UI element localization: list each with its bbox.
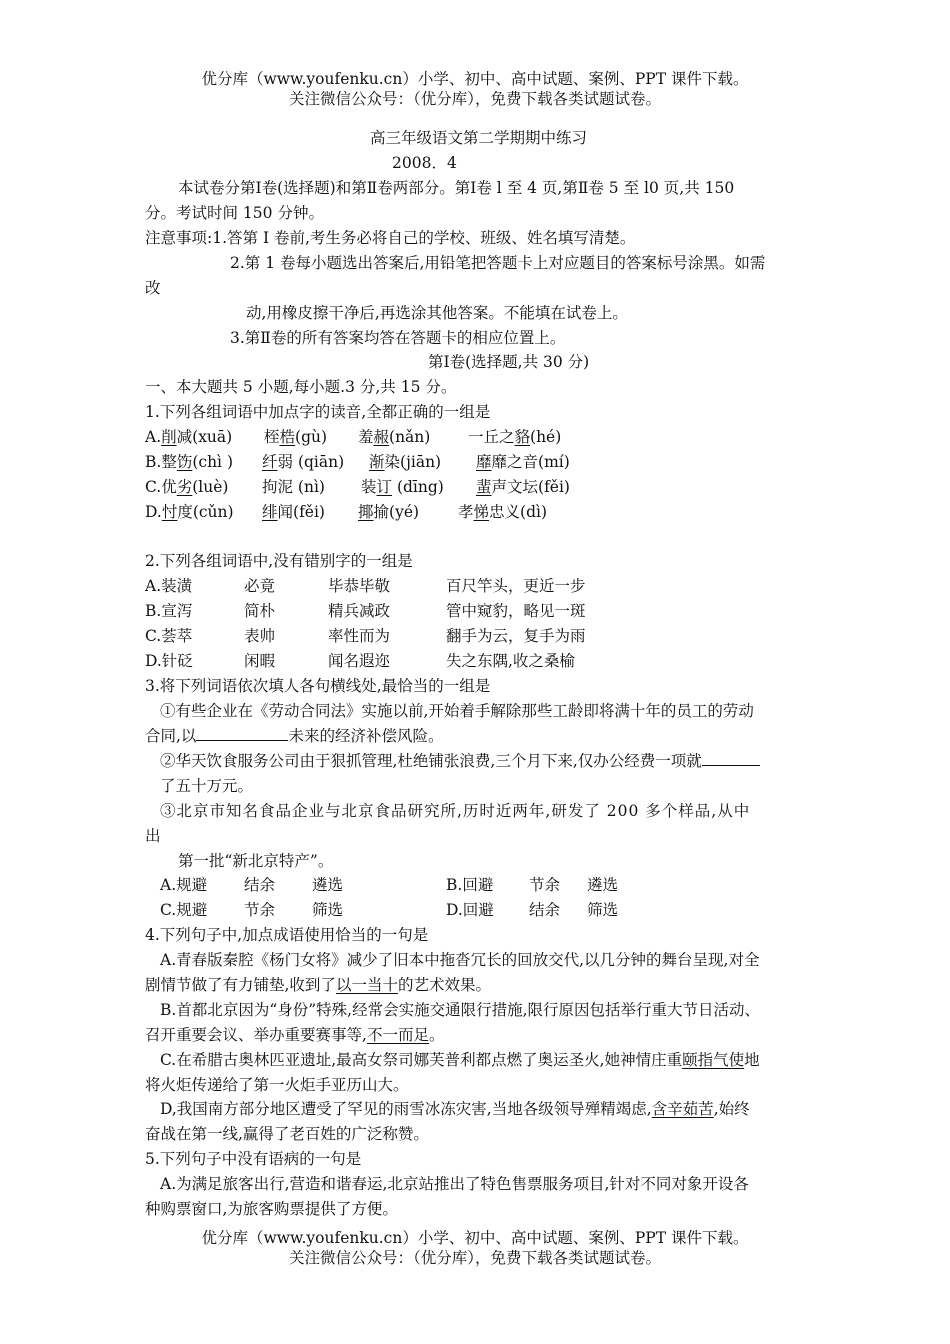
q4-c1-pre: C.在希腊古奥林匹亚遗址,最高女祭司娜芙普利都点燃了奥运圣火,她神情庄重 [160, 1051, 683, 1069]
q2-a-1: A.装潢 [145, 577, 193, 595]
q5-a-line-1: A.为满足旅客出行,营造和谐春运,北京站推出了特色售票服务项目,针对不同对象开设各 [160, 1175, 749, 1193]
exam-date: 2008．4 [392, 154, 457, 172]
q1-c-text-1: (luè) [192, 478, 229, 496]
q2-a-3: 毕恭毕敬 [328, 577, 391, 595]
q3-d-2: 结余 [529, 901, 561, 919]
q4-d-line-2: 奋战在第一线,赢得了老百姓的广泛称赞。 [145, 1125, 429, 1143]
q4-b2-post: 。 [428, 1026, 445, 1044]
q1-d-text-2: 闻(fěi) [277, 503, 325, 521]
q1-c-text-2: 拘泥 (nì) [262, 478, 325, 496]
q1-d-label: D. [145, 503, 162, 521]
note-1: 注意事项:1.答第 I 卷前,考生务必将自己的学校、班级、姓名填写清楚。 [145, 229, 636, 247]
q1-a-dotted-3: 赧 [373, 428, 390, 446]
note-2a: 2.第 1 卷每小题选出答案后,用铅笔把答题卡上对应题目的答案标号涂黑。如需 [230, 254, 766, 272]
q2-c-3: 率性而为 [328, 627, 391, 645]
intro-line-1: 本试卷分第Ⅰ卷(选择题)和第Ⅱ卷两部分。第Ⅰ卷 l 至 4 页,第Ⅱ卷 5 至 l0 页,共 150 [178, 179, 735, 197]
q2-b-1: B.宣泻 [145, 602, 193, 620]
q1-d-text-1: 度(cǔn) [177, 503, 234, 521]
note-3: 3.第Ⅱ卷的所有答案均答在答题卡的相应位置上。 [230, 329, 566, 347]
q1-a-dotted-2: 梏 [279, 428, 296, 446]
q3-a-3: 遴选 [312, 876, 344, 894]
q3-c-3: 筛选 [312, 901, 344, 919]
q1-d-text-5: 忠义(dì) [489, 503, 548, 521]
footer-line-2: 关注微信公众号：（优分库），免费下载各类试题试卷。 [288, 1249, 661, 1267]
q1-b-text-1: (chì ) [192, 453, 233, 471]
q1-d-dotted-1: 忖 [161, 503, 178, 521]
q1-a-text-5: (nǎn) [389, 428, 431, 446]
q4-d-idiom: 含辛茹苦 [651, 1100, 714, 1118]
footer-line-1: 优分库（www.youfenku.cn）小学、初中、高中试题、案例、PPT 课件下载。 [201, 1229, 749, 1247]
q2-b-4: 管中窥豹，略见一斑 [446, 602, 586, 620]
q3-c-2: 节余 [244, 901, 276, 919]
q4-b-idiom: 不一而足 [366, 1026, 429, 1044]
q1-c-dotted-2: 订 [376, 478, 393, 496]
q4-a2-pre: 剧情节做了有力铺垫,收到了 [145, 976, 336, 994]
q2-d-1: D.针砭 [145, 652, 193, 670]
q1-b-dotted-3: 渐 [369, 453, 385, 471]
intro-line-2: 分。考试时间 150 分钟。 [145, 204, 324, 222]
q1-c-label: C.优 [145, 478, 177, 496]
q4-d1-pre: D,我国南方部分地区遭受了罕见的雨雪冰冻灾害,当地各级领导殚精竭虑, [160, 1100, 652, 1118]
note-2c: 动,用橡皮擦干净后,再选涂其他答案。不能填在试卷上。 [246, 304, 628, 322]
q5-a-line-2: 种购票窗口,为旅客购票提供了方便。 [145, 1200, 398, 1218]
q4-c-line-1 [160, 1050, 760, 1070]
q1-c-text-5: 声文坛(fěi) [491, 478, 570, 496]
q3-sentence-1a: ①有些企业在《劳动合同法》实施以前,开始着手解除那些工龄即将满十年的员工的劳动 [160, 702, 754, 720]
part-1-heading: 一、本大题共 5 小题,每小题.3 分,共 15 分。 [145, 378, 457, 396]
q3-b-1: B.回避 [446, 876, 494, 894]
q3-s1b-pre: 合同,以 [145, 727, 197, 745]
q3-blank-1[interactable] [196, 726, 288, 741]
q3-d-1: D.回避 [446, 901, 494, 919]
q4-b-line-2 [145, 1025, 444, 1045]
q2-a-2: 必竟 [244, 577, 276, 595]
q3-b-2: 节余 [529, 876, 561, 894]
q1-a-text-3: (gù) [295, 428, 328, 446]
q1-b-dotted-1: 饬 [176, 453, 193, 471]
q2-stem: 2.下列各组词语中,没有错别字的一组是 [145, 552, 413, 570]
q4-a-line-2 [145, 975, 491, 995]
q1-a-text-4: 羞 [358, 428, 374, 446]
q2-d-2: 闲暇 [244, 652, 276, 670]
q1-b-text-3: 染(jiān) [384, 453, 442, 471]
header-line-2: 关注微信公众号：（优分库），免费下载各类试题试卷。 [288, 90, 661, 108]
q4-c1-post: 地 [744, 1051, 760, 1069]
q3-a-2: 结余 [244, 876, 276, 894]
q1-b-dotted-4: 靡 [476, 453, 492, 471]
q1-a-text-1: 减(xuā) [176, 428, 233, 446]
q3-c-1: C.规避 [160, 901, 208, 919]
section-title: 第Ⅰ卷(选择题,共 30 分) [428, 353, 590, 371]
exam-title: 高三年级语文第二学期期中练习 [370, 129, 588, 147]
q3-sentence-3b: 出 [145, 827, 161, 845]
q5-stem: 5.下列句子中没有语病的一句是 [145, 1150, 362, 1168]
q3-a-1: A.规避 [160, 876, 208, 894]
q1-a-text-2: 桎 [264, 428, 280, 446]
q3-d-3: 筛选 [587, 901, 619, 919]
q3-blank-2[interactable] [702, 751, 760, 766]
q1-c-dotted-3: 蜚 [476, 478, 492, 496]
q1-a-text-6: 一丘之 [468, 428, 515, 446]
q3-sentence-2b: 了五十万元。 [160, 777, 254, 795]
q1-b-dotted-2: 纤 [262, 453, 278, 471]
q4-b2-pre: 召开重要会议、举办重要赛事等, [145, 1026, 367, 1044]
q1-b-label: B.整 [145, 453, 177, 471]
q3-stem: 3.将下列词语依次填人各句横线处,最恰当的一组是 [145, 677, 491, 695]
header-line-1: 优分库（www.youfenku.cn）小学、初中、高中试题、案例、PPT 课件下载。 [201, 70, 749, 88]
q4-a-idiom: 以一当十 [335, 976, 398, 994]
q2-b-2: 简朴 [244, 602, 276, 620]
q4-a-line-1: A.青春版秦腔《杨门女将》减少了旧本中拖沓冗长的回放交代,以几分钟的舞台呈现,对全 [160, 951, 760, 969]
q2-a-4: 百尺竿头，更近一步 [446, 577, 586, 595]
q2-d-4: 失之东隅,收之桑榆 [446, 652, 575, 670]
q1-d-text-3: 揄(yé) [373, 503, 420, 521]
q2-d-3: 闻名遐迩 [328, 652, 391, 670]
q1-d-dotted-2: 绯 [262, 503, 278, 521]
q2-c-4: 翻手为云，复手为雨 [446, 627, 586, 645]
q4-d-line-1 [160, 1099, 750, 1119]
q1-b-text-2: 弱 (qiān) [277, 453, 345, 471]
q4-stem: 4.下列句子中,加点成语使用恰当的一句是 [145, 926, 429, 944]
q2-c-1: C.荟萃 [145, 627, 193, 645]
q3-s1b-post: 未来的经济补偿风险。 [288, 727, 444, 745]
q2-b-3: 精兵减政 [328, 602, 391, 620]
q1-c-text-3: 装 [361, 478, 377, 496]
q3-b-3: 遴选 [587, 876, 619, 894]
q1-a-text-7: (hé) [530, 428, 562, 446]
note-2b: 改 [145, 279, 161, 297]
q4-c-line-2: 将火炬传递给了第一火炬手亚历山大。 [145, 1076, 409, 1094]
q1-b-text-4: 靡之音(mí) [491, 453, 570, 471]
q2-c-2: 表帅 [244, 627, 276, 645]
q3-s2a-text: ②华天饮食服务公司由于狠抓管理,杜绝铺张浪费,三个月下来,仅办公经费一项就 [160, 752, 702, 770]
q4-c-idiom: 颐指气使 [682, 1051, 745, 1069]
q1-c-dotted-1: 劣 [176, 478, 193, 496]
q3-sentence-3c: 第一批“新北京特产”。 [178, 852, 334, 870]
q3-sentence-2a [160, 751, 760, 771]
q3-sentence-3a: ③北京市知名食品企业与北京食品研究所,历时近两年,研发了 200 多个样品,从中 [160, 802, 751, 820]
q1-c-text-4: (dīng) [392, 478, 444, 496]
q1-d-text-4: 孝 [458, 503, 474, 521]
q1-d-dotted-4: 悌 [473, 503, 490, 521]
q1-a-dotted-4: 貉 [514, 428, 531, 446]
q1-a-label: A. [145, 428, 162, 446]
q1-d-dotted-3: 揶 [358, 503, 374, 521]
q1-stem: 1.下列各组词语中加点字的读音,全都正确的一组是 [145, 403, 491, 421]
q4-b-line-1: B.首都北京因为“身份”特殊,经常会实施交通限行措施,限行原因包括举行重大节日活动、 [160, 1001, 761, 1019]
q4-d1-post: ,始终 [713, 1100, 750, 1118]
q3-sentence-1b [145, 726, 443, 746]
q1-a-dotted-1: 削 [161, 428, 177, 446]
q4-a2-post: 的艺术效果。 [397, 976, 491, 994]
